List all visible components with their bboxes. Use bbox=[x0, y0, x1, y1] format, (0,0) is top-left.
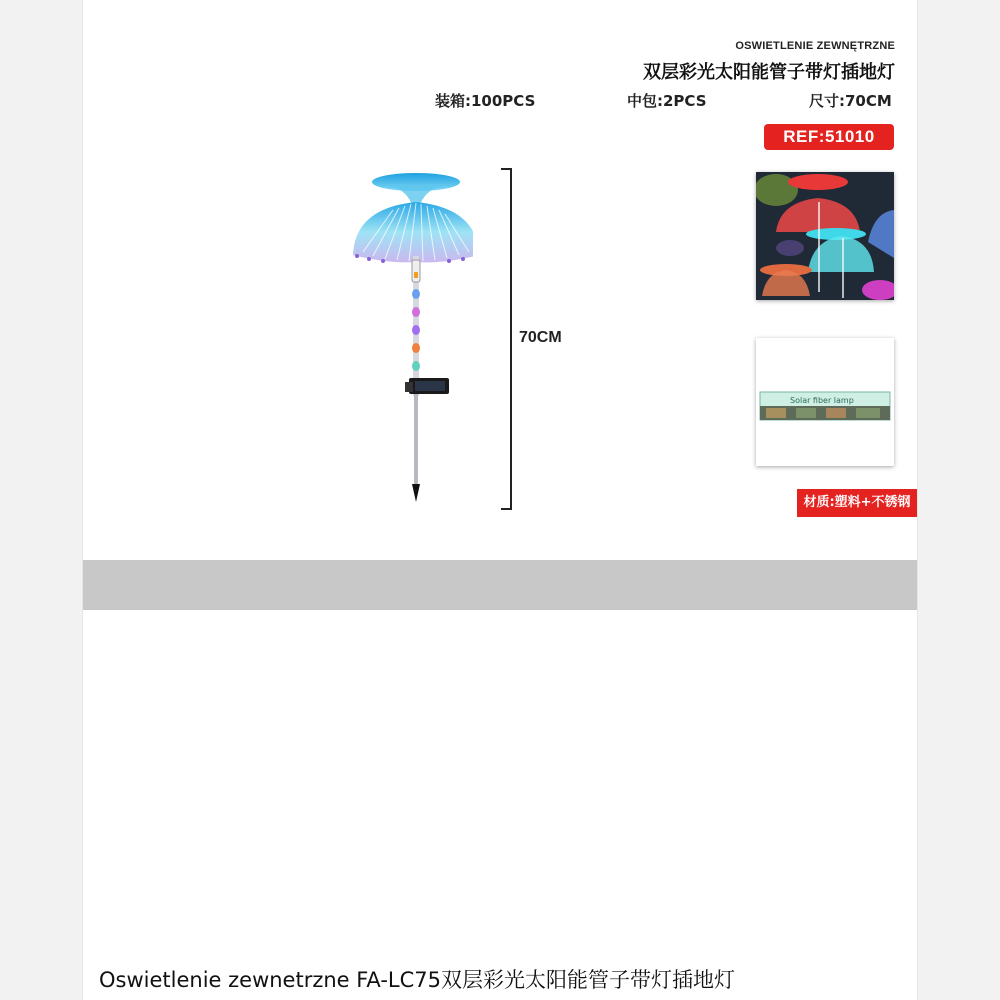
jellyfish-lamp-illustration bbox=[333, 160, 473, 510]
night-garden-photo[interactable] bbox=[756, 172, 894, 300]
page bbox=[82, 0, 918, 1000]
card-edge bbox=[83, 0, 97, 102]
spec-size: 尺寸:70CM bbox=[809, 92, 892, 110]
product-category: OSWIETLENIE ZEWNĘTRZNE bbox=[735, 40, 895, 52]
material-badge: 材质:塑料+不锈钢 bbox=[797, 489, 917, 517]
spec-inner-pack: 中包:2PCS bbox=[627, 92, 707, 110]
spec-box-qty: 装箱:100PCS bbox=[435, 92, 536, 110]
dimension-label: 70CM bbox=[519, 329, 562, 346]
box-print-label: Solar fiber lamp bbox=[790, 396, 854, 405]
product-card[interactable] bbox=[83, 0, 917, 560]
packaging-box-photo[interactable] bbox=[756, 338, 894, 466]
ref-badge: REF:51010 bbox=[764, 124, 894, 150]
product-title: 双层彩光太阳能管子带灯插地灯 bbox=[643, 62, 895, 83]
product-caption[interactable]: Oswietlenie zewnetrzne FA-LC75双层彩光太阳能管子带灯插地灯 bbox=[99, 968, 735, 992]
gray-band bbox=[83, 560, 917, 610]
